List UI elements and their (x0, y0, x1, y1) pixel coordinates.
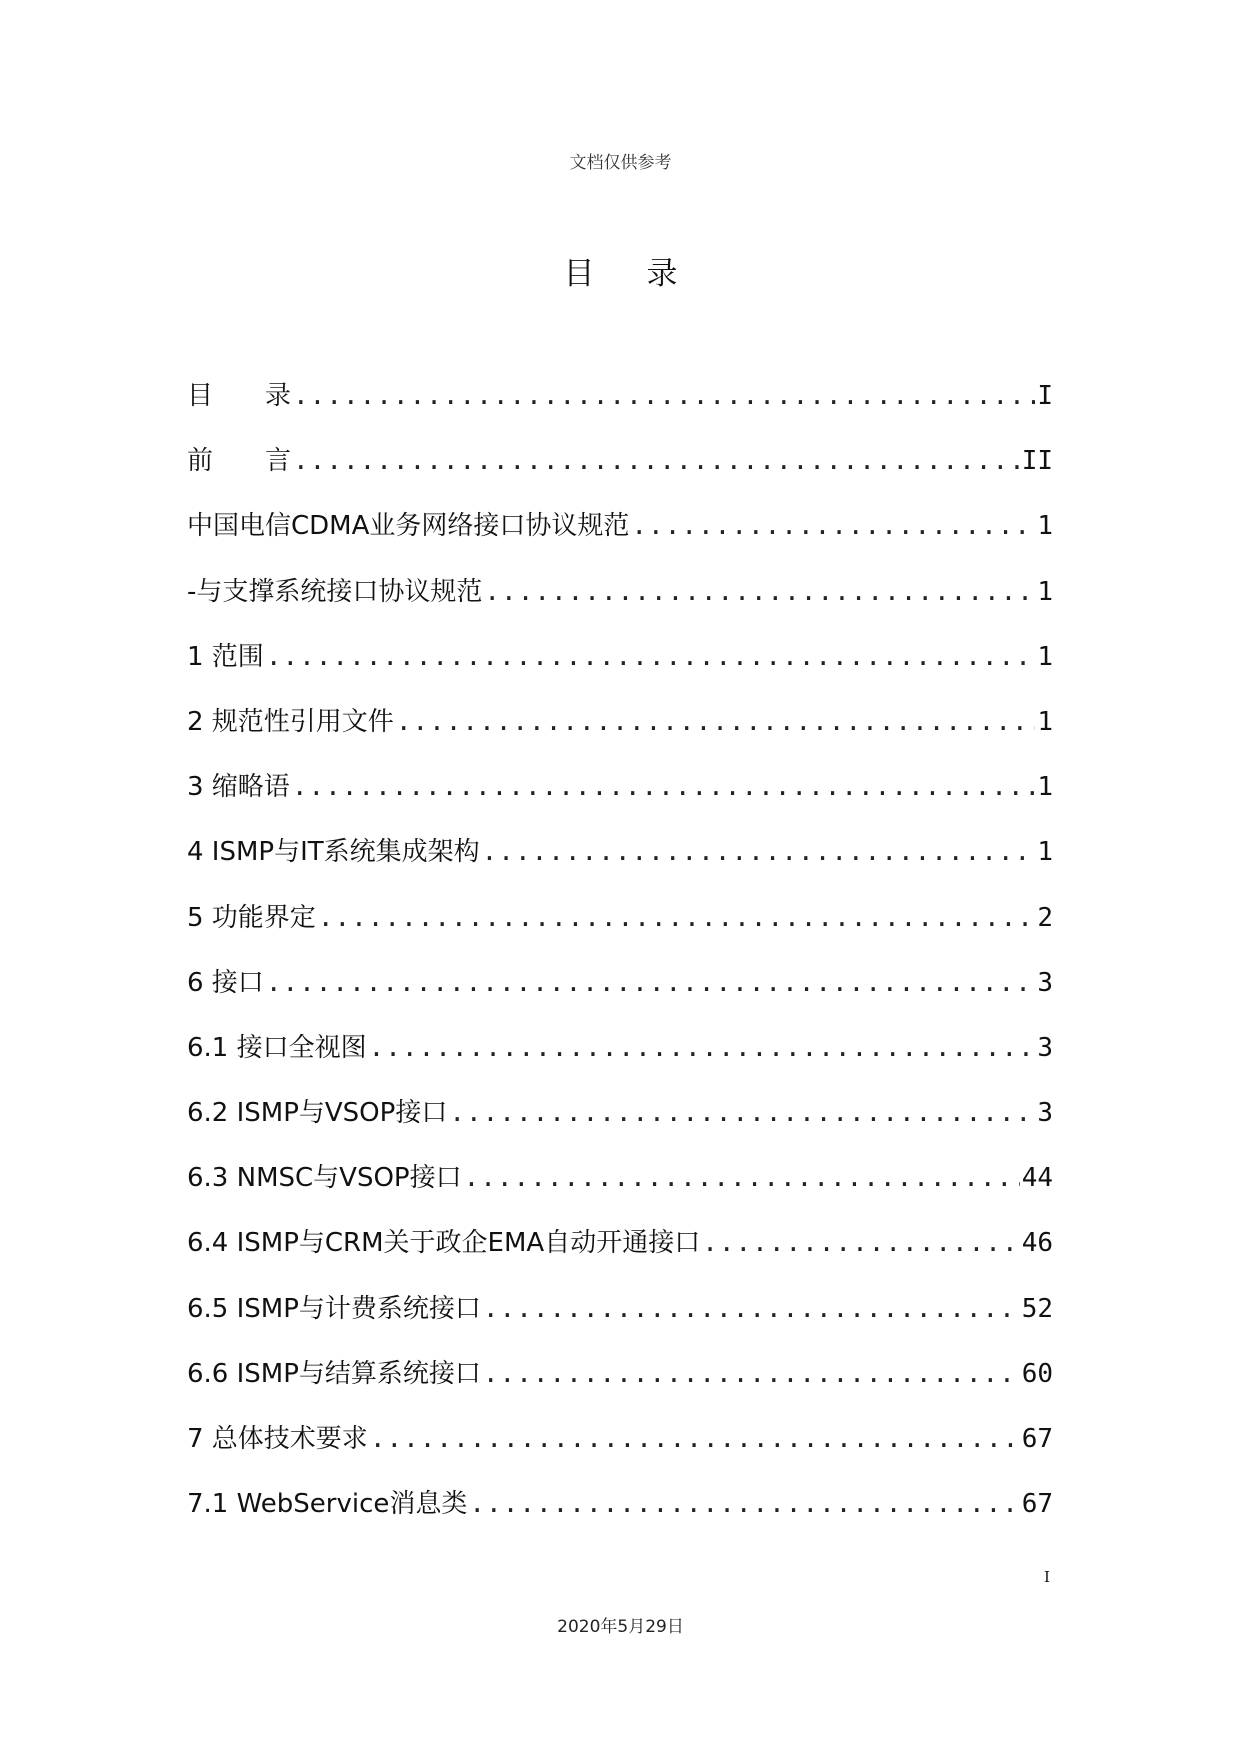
toc-entry-page: 60 (1021, 1358, 1053, 1389)
toc-entry[interactable] (187, 571, 1053, 636)
header-note: 文档仅供参考 (569, 153, 672, 173)
toc-dot-leader (484, 577, 1035, 607)
toc-dot-leader (292, 772, 1036, 802)
toc-entry-label: 前 言 (187, 446, 292, 477)
toc-entry-page: 46 (1021, 1228, 1053, 1259)
toc-entry-label: 6 接口 (187, 967, 264, 998)
toc-dot-leader (702, 1228, 1019, 1258)
toc-entry-page: 1 (1037, 772, 1053, 803)
toc-entry[interactable] (187, 636, 1053, 701)
toc-entry-page: 67 (1021, 1424, 1053, 1454)
toc-entry-label: 6.1 接口全视图 (187, 1032, 367, 1063)
toc-entry[interactable] (187, 1483, 1053, 1548)
toc-dot-leader (469, 1489, 1019, 1519)
toc-dot-leader (293, 446, 1020, 476)
page-number: I (1044, 1568, 1050, 1586)
toc-entry[interactable] (187, 375, 1053, 440)
toc-entry-page: I (1037, 381, 1053, 411)
toc-entry-page: 1 (1037, 837, 1053, 868)
toc-dot-leader (449, 1098, 1035, 1128)
toc-entry[interactable] (187, 766, 1053, 831)
toc-entry-page: 1 (1037, 511, 1053, 542)
toc-entry[interactable] (187, 440, 1053, 505)
toc-dot-leader (293, 381, 1035, 411)
toc-entry-page: 3 (1037, 967, 1053, 998)
toc-dot-leader (482, 837, 1036, 867)
toc-entry-page: 1 (1037, 641, 1053, 672)
toc-entry[interactable] (187, 897, 1053, 962)
toc-entry-label: 6.6 ISMP与结算系统接口 (187, 1358, 481, 1389)
toc-dot-leader (464, 1163, 1020, 1193)
toc-entry[interactable] (187, 701, 1053, 766)
toc-entry[interactable] (187, 962, 1053, 1027)
toc-entry-page: 1 (1037, 706, 1053, 737)
toc-entry-page: 3 (1037, 1032, 1053, 1063)
footer-date: 2020年5月29日 (557, 1617, 684, 1637)
toc-entry-label: 2 规范性引用文件 (187, 706, 394, 737)
toc-entry-page: 52 (1021, 1293, 1053, 1324)
toc-entry-page: 67 (1021, 1489, 1053, 1520)
toc-entry[interactable] (187, 1353, 1053, 1418)
toc-dot-leader (396, 707, 1036, 737)
table-of-contents (187, 375, 1053, 1548)
toc-entry-label: 中国电信CDMA业务网络接口协议规范 (187, 511, 630, 542)
toc-entry[interactable] (187, 1027, 1053, 1092)
toc-entry-page: II (1021, 446, 1053, 477)
toc-entry-page: 2 (1037, 902, 1053, 933)
toc-entry[interactable] (187, 1222, 1053, 1287)
toc-entry-label: -与支撑系统接口协议规范 (187, 576, 483, 607)
toc-entry-label: 3 缩略语 (187, 772, 290, 803)
toc-entry[interactable] (187, 831, 1053, 896)
toc-entry-label: 6.3 NMSC与VSOP接口 (187, 1163, 462, 1194)
toc-dot-leader (318, 903, 1036, 933)
toc-entry-page: 1 (1037, 576, 1053, 607)
toc-entry-page: 44 (1021, 1163, 1053, 1194)
toc-entry-label: 7 总体技术要求 (187, 1424, 368, 1454)
toc-entry[interactable] (187, 1288, 1053, 1353)
toc-entry-label: 7.1 WebService消息类 (187, 1489, 468, 1520)
toc-dot-leader (483, 1359, 1020, 1389)
toc-entry[interactable] (187, 1418, 1053, 1483)
toc-entry-label: 6.2 ISMP与VSOP接口 (187, 1098, 448, 1129)
toc-dot-leader (266, 642, 1036, 672)
toc-entry[interactable] (187, 1092, 1053, 1157)
toc-dot-leader (369, 1033, 1036, 1063)
toc-entry-label: 6.5 ISMP与计费系统接口 (187, 1293, 481, 1324)
toc-entry-label: 目 录 (187, 381, 292, 411)
toc-dot-leader (370, 1424, 1020, 1454)
toc-entry-label: 4 ISMP与IT系统集成架构 (187, 837, 480, 868)
toc-entry[interactable] (187, 505, 1053, 570)
toc-entry-label: 1 范围 (187, 641, 264, 672)
page-title: 目录 (563, 256, 730, 292)
toc-dot-leader (483, 1294, 1020, 1324)
toc-dot-leader (631, 511, 1035, 541)
toc-entry-label: 6.4 ISMP与CRM关于政企EMA自动开通接口 (187, 1228, 701, 1259)
toc-dot-leader (266, 968, 1036, 998)
toc-entry[interactable] (187, 1157, 1053, 1222)
toc-entry-label: 5 功能界定 (187, 902, 316, 933)
toc-entry-page: 3 (1037, 1098, 1053, 1129)
